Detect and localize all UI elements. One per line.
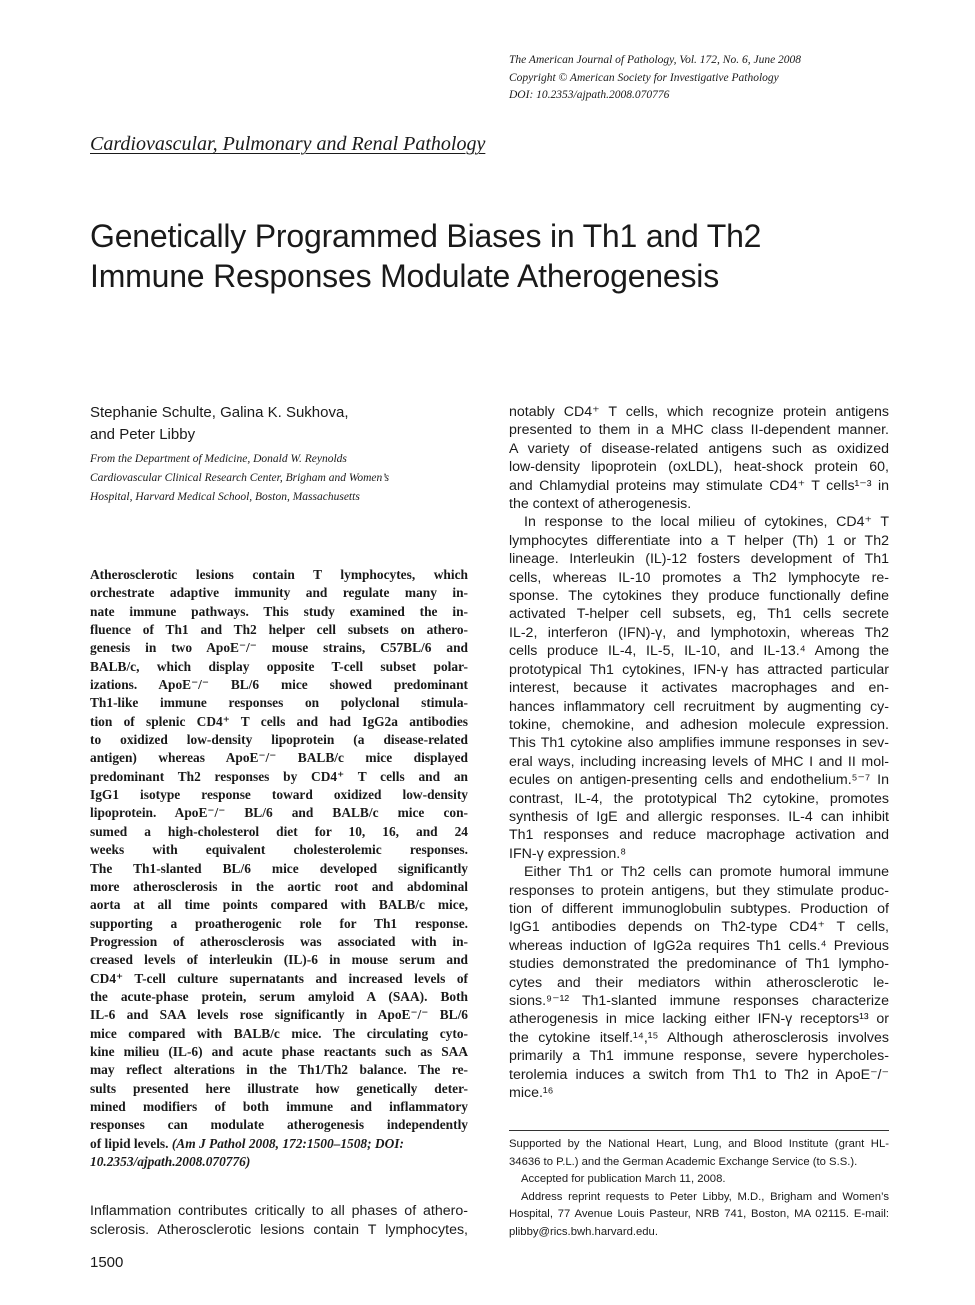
journal-doi: DOI: 10.2353/ajpath.2008.070776 (509, 89, 670, 101)
body-line: mice.¹⁶ (509, 1085, 554, 1102)
abstract-line: Atherosclerotic lesions contain T lymphocytes, which (90, 567, 468, 582)
body-line: eral ways, including increasing levels of MHC I and II mol- (509, 753, 889, 770)
abstract-line: IL-6 and SAA levels rose significantly in ApoE⁻/⁻ BL/6 (90, 1007, 468, 1023)
right-column-body (509, 403, 889, 1102)
abstract-line: kine milieu (IL-6) and acute phase reactants such as SAA (90, 1043, 468, 1059)
abstract-line: tion of splenic CD4⁺ T cells and had IgG2a antibodies (90, 713, 468, 729)
body-line: synthesis of IgE and allergic responses. IL-4 can inhibit (509, 808, 889, 825)
body-line: and Chlamydial proteins may stimulate CD4⁺ T cells¹⁻³ in (509, 477, 889, 494)
affiliation-line-1: From the Department of Medicine, Donald W. Reynolds (90, 453, 347, 465)
section-heading: Cardiovascular, Pulmonary and Renal Pathology (90, 133, 486, 155)
footnotes (509, 1136, 889, 1241)
abstract-line: sults presented here illustrate how genetically deter- (90, 1080, 468, 1096)
abstract-line: supporting a proatherogenic role for Th1 response. (90, 915, 468, 931)
body-line: sponse. The cytokines they produce functionally define (509, 588, 889, 605)
body-line: In response to the local milieu of cytokines, CD4⁺ T (524, 514, 889, 531)
body-line: responses to protein antigens, but they stimulate produc- (509, 882, 889, 899)
body-line: interest, because it activates macrophages and en- (509, 680, 889, 697)
abstract-line: responses can modulate atherogenesis independently (90, 1117, 468, 1133)
abstract-line: fluence of Th1 and Th2 helper cell subsets on athero- (90, 622, 468, 638)
body-line: primarily a Th1 immune response, severe hypercholes- (509, 1048, 889, 1065)
abstract-line: izations. ApoE⁻/⁻ BL/6 mice showed predominant (90, 677, 468, 693)
abstract-line: to oxidized low-density lipoprotein (a disease-related (90, 732, 468, 748)
abstract-line: may reflect alterations in the Th1/Th2 balance. The re- (90, 1062, 468, 1078)
footnote-divider (509, 1130, 889, 1131)
abstract-line: predominant Th2 responses by CD4⁺ T cells and an (90, 768, 468, 784)
title-line-1: Genetically Programmed Biases in Th1 and Th2 (90, 218, 762, 254)
journal-header (509, 52, 909, 105)
article-title (90, 216, 870, 296)
body-line: presented to them in a MHC class II-dependent manner. (509, 422, 889, 439)
abstract-line: creased levels of interleukin (IL)-6 in mouse serum and (90, 952, 468, 968)
footnote-line: plibby@rics.bwh.harvard.edu. (509, 1225, 658, 1238)
abstract-line: genesis in two ApoE⁻/⁻ mouse strains, C57BL/6 and (90, 640, 468, 656)
body-line: A variety of disease-related antigens such as oxidized (509, 440, 889, 457)
title-line-2: Immune Responses Modulate Atherogenesis (90, 258, 720, 294)
footnote-line: 34636 to P.L.) and the German Academic Exchange Service (to S.S.). (509, 1155, 858, 1168)
abstract-line: mice compared with BALB/c mice. The circulating cyto- (90, 1025, 468, 1041)
body-line: terolemia induces a switch from Th1 to Th2 in ApoE⁻/⁻ (509, 1066, 889, 1083)
abstract-line: mined modifiers of both immune and inflammatory (90, 1098, 468, 1114)
body-line: cytes and their mediators within atherosclerotic le- (509, 974, 889, 991)
abstract-line: antigen) whereas ApoE⁻/⁻ BALB/c mice displayed (90, 750, 468, 766)
body-line: hances inflammatory cell recruitment by augmenting cy- (509, 698, 889, 715)
body-line: Inflammation contributes critically to all phases of athero- (90, 1203, 468, 1219)
abstract-line: nate immune pathways. This study examined the in- (90, 603, 468, 619)
body-line: IFN-γ expression.⁸ (509, 845, 627, 862)
body-line: whereas induction of IgG2a requires Th1 cells.⁴ Previous (509, 937, 889, 954)
body-line: contrast, IL-4, the prototypical Th2 cytokine, promotes (509, 790, 889, 807)
body-line: notably CD4⁺ T cells, which recognize protein antigens (509, 404, 889, 420)
footnote-line: Address reprint requests to Peter Libby, M.D., Brigham and Women’s (521, 1190, 889, 1203)
body-line: lineage. Interleukin (IL)-12 fosters development of Th1 (509, 551, 889, 568)
abstract-line: weeks with equivalent cholesterolemic responses. (90, 842, 468, 858)
abstract-citation-doi: 10.2353/ajpath.2008.070776) (90, 1154, 251, 1169)
author-list (90, 402, 480, 446)
body-line: lymphocytes differentiate into a T helper (Th) 1 or Th2 (509, 532, 889, 549)
abstract-line: orchestrate adaptive immunity and regulate many in- (90, 585, 468, 601)
abstract-line: sumed a high-cholesterol diet for 10, 16, and 24 (90, 823, 468, 839)
body-line: IL-2, interferon (IFN)-γ, and lymphotoxin, whereas Th2 (509, 624, 889, 641)
abstract-line: aorta at all time points compared with BALB/c mice, (90, 897, 468, 913)
body-line: tokine, chemokine, and adhesion molecule expression. (509, 716, 889, 733)
body-line: cells, whereas IL-10 promotes a Th2 lymphocyte re- (509, 569, 889, 586)
abstract-line: lipoprotein. ApoE⁻/⁻ BL/6 and BALB/c mice con- (90, 805, 468, 821)
authors-line-2: and Peter Libby (90, 426, 196, 443)
authors-line-1: Stephanie Schulte, Galina K. Sukhova, (90, 404, 349, 421)
abstract-line: CD4⁺ T-cell culture supernatants and increased levels of (90, 970, 468, 986)
footnote-line: Hospital, 77 Avenue Louis Pasteur, NRB 741, Boston, MA 02115. E-mail: (509, 1208, 889, 1220)
abstract-line (90, 1135, 468, 1153)
body-line: low-density lipoprotein (oxLDL), heat-shock protein 60, (509, 459, 889, 476)
left-column-body (90, 1202, 468, 1239)
abstract-line: Th1-like immune responses on polyclonal stimula- (90, 695, 468, 711)
body-line: atherogenesis in mice lacking either IFN-γ receptors¹³ or (509, 1011, 889, 1028)
body-line: studies demonstrated the predominance of Th1 lympho- (509, 956, 889, 973)
body-line: Th1 responses and reduce macrophage activation and (509, 827, 889, 844)
abstract-citation: (Am J Pathol 2008, 172:1500–1508; DOI: (171, 1135, 404, 1151)
abstract-line: BALB/c, which display opposite T-cell subset polar- (90, 658, 468, 674)
body-line: the context of atherogenesis. (509, 496, 692, 513)
page-number: 1500 (90, 1254, 124, 1271)
affiliation-line-3: Hospital, Harvard Medical School, Boston, Massachusetts (90, 491, 360, 503)
body-line: tion of different immunoglobulin subtypes. Production of (509, 900, 889, 917)
footnote-line: Supported by the National Heart, Lung, and Blood Institute (grant HL- (509, 1138, 889, 1150)
abstract-text: of lipid levels. (90, 1135, 172, 1151)
body-line: sclerosis. Atherosclerotic lesions contain T lymphocytes, (90, 1221, 468, 1238)
abstract-line: Progression of atherosclerosis was associated with in- (90, 933, 468, 949)
affiliation (90, 450, 480, 507)
body-line: ecules on antigen-presenting cells and endothelium.⁵⁻⁷ In (509, 772, 889, 789)
abstract-line: The Th1-slanted BL/6 mice developed significantly (90, 860, 468, 876)
body-line: the cytokine itself.¹⁴,¹⁵ Although atherosclerosis involves (509, 1029, 889, 1046)
body-line: This Th1 cytokine also amplifies immune responses in sev- (509, 735, 889, 752)
journal-copyright: Copyright © American Society for Investigative Pathology (509, 71, 779, 84)
abstract-line: IgG1 isotype response toward oxidized low-density (90, 787, 468, 803)
affiliation-line-2: Cardiovascular Clinical Research Center, Brigham and Women’s (90, 472, 390, 484)
body-line: cells produce IL-4, IL-5, IL-10, and IL-13.⁴ Among the (509, 643, 889, 660)
journal-citation: The American Journal of Pathology, Vol. 172, No. 6, June 2008 (509, 54, 802, 66)
body-line: activated T-helper cell subsets, eg, Th1 cells secrete (509, 606, 889, 623)
abstract-line: the acute-phase protein, serum amyloid A (SAA). Both (90, 988, 468, 1004)
abstract (90, 566, 468, 1171)
abstract-line: more atherosclerosis in the aortic root and abdominal (90, 878, 468, 894)
body-line: IgG1 antibodies depends on Th2-type CD4⁺ T cells, (509, 919, 889, 936)
body-line: Either Th1 or Th2 cells can promote humoral immune (524, 864, 889, 881)
footnote-line: Accepted for publication March 11, 2008. (521, 1173, 726, 1185)
body-line: prototypical Th1 cytokines, IFN-γ has attracted particular (509, 661, 889, 678)
body-line: sions.⁹⁻¹² Th1-slanted immune responses characterize (509, 993, 889, 1009)
